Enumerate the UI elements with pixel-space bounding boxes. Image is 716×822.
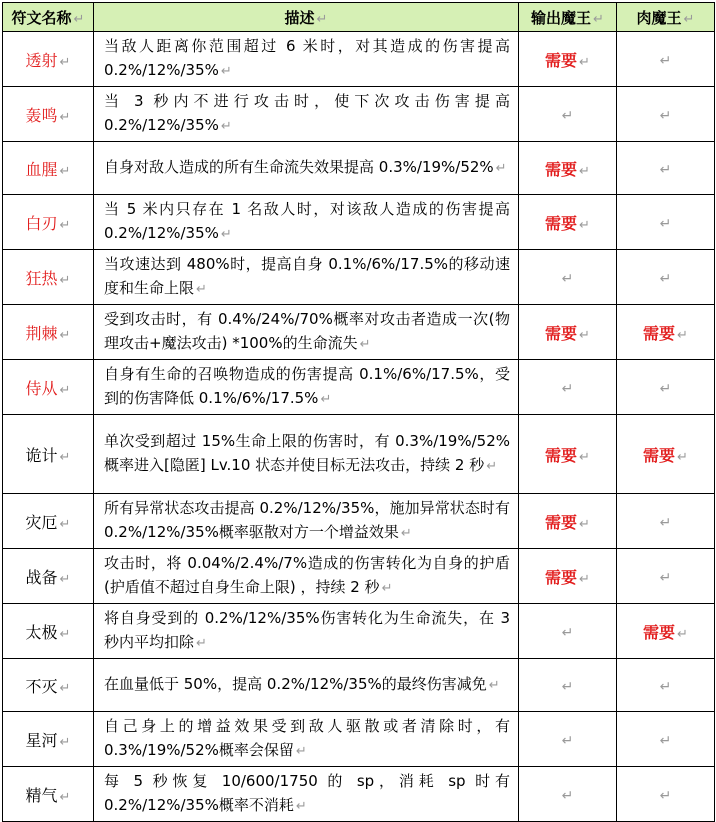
return-mark: ↵ [677, 449, 688, 465]
required-label: 需要 [643, 323, 676, 343]
rune-description: 自己身上的增益效果受到敌人驱散或者清除时，有 0.3%/19%/52%概率会保留 [104, 717, 510, 759]
return-mark: ↵ [59, 449, 71, 465]
return-mark: ↵ [579, 449, 590, 465]
return-mark: ↵ [316, 11, 328, 27]
output-king-cell [519, 360, 617, 415]
return-mark: ↵ [220, 64, 232, 79]
return-mark: ↵ [659, 732, 672, 749]
return-mark: ↵ [59, 626, 71, 642]
return-mark: ↵ [59, 327, 71, 343]
rune-description-cell [94, 360, 519, 415]
header-rune-name: 符文名称 ↵ [3, 3, 94, 32]
meat-king-cell [617, 604, 715, 659]
return-mark: ↵ [561, 107, 574, 124]
rune-name: 星河 [25, 730, 58, 750]
rune-description: 将自身受到的 0.2%/12%/35%伤害转化为生命流失，在 3 秒内平均扣除 [104, 609, 510, 651]
return-mark: ↵ [677, 327, 688, 343]
table-row [3, 87, 715, 142]
rune-description: 当敌人距离你范围超过 6 米时，对其造成的伤害提高 0.2%/12%/35% [104, 37, 510, 79]
return-mark: ↵ [59, 516, 71, 532]
rune-description: 当攻速达到 480%时，提高自身 0.1%/6%/17.5%的移动速度和生命上限 [104, 255, 510, 297]
header-description: 描述 ↵ [94, 3, 519, 32]
table-row [3, 415, 715, 494]
return-mark: ↵ [400, 526, 412, 541]
return-mark: ↵ [659, 569, 672, 586]
return-mark: ↵ [73, 11, 85, 27]
meat-king-cell [617, 250, 715, 305]
table-row [3, 494, 715, 549]
return-mark: ↵ [295, 744, 307, 759]
meat-king-cell [617, 415, 715, 494]
table-row [3, 712, 715, 767]
return-mark: ↵ [593, 11, 604, 27]
rune-name-cell [3, 87, 94, 142]
meat-king-cell [617, 305, 715, 360]
rune-description: 所有异常状态攻击提高 0.2%/12%/35%，施加异常状态时有 0.2%/12%/35%概率驱散对方一个增益效果 [104, 499, 510, 541]
return-mark: ↵ [579, 571, 590, 587]
rune-description: 每 5 秒恢复 10/600/1750 的 sp，消耗 sp 时有 0.2%/12%/35%概率不消耗 [104, 772, 510, 814]
output-king-cell [519, 659, 617, 712]
rune-name: 轰鸣 [25, 105, 58, 125]
return-mark: ↵ [659, 787, 672, 804]
meat-king-cell [617, 360, 715, 415]
rune-name-cell [3, 712, 94, 767]
rune-name-cell [3, 549, 94, 604]
return-mark: ↵ [561, 624, 574, 641]
rune-name-cell [3, 767, 94, 822]
rune-name: 血腥 [25, 159, 58, 179]
return-mark: ↵ [561, 270, 574, 287]
return-mark: ↵ [59, 272, 71, 288]
rune-name: 诡计 [25, 445, 58, 465]
output-king-cell [519, 604, 617, 659]
rune-name: 透射 [25, 50, 58, 70]
rune-description-cell [94, 659, 519, 712]
rune-description-cell [94, 767, 519, 822]
meat-king-cell [617, 767, 715, 822]
required-label: 需要 [545, 567, 578, 587]
return-mark: ↵ [659, 215, 672, 232]
return-mark: ↵ [59, 217, 71, 233]
rune-name-cell [3, 415, 94, 494]
return-mark: ↵ [659, 380, 672, 397]
output-king-cell [519, 142, 617, 195]
return-mark: ↵ [659, 270, 672, 287]
return-mark: ↵ [59, 734, 71, 750]
return-mark: ↵ [561, 380, 574, 397]
rune-name: 侍从 [25, 378, 58, 398]
rune-name-cell [3, 32, 94, 87]
return-mark: ↵ [59, 163, 71, 179]
rune-name-cell [3, 305, 94, 360]
return-mark: ↵ [561, 678, 574, 695]
return-mark: ↵ [220, 119, 232, 134]
rune-name: 狂热 [25, 268, 58, 288]
meat-king-cell [617, 32, 715, 87]
rune-name-cell [3, 142, 94, 195]
required-label: 需要 [545, 213, 578, 233]
rune-name: 白刃 [25, 213, 58, 233]
return-mark: ↵ [320, 392, 332, 407]
return-mark: ↵ [359, 337, 371, 352]
return-mark: ↵ [488, 678, 500, 693]
rune-description: 自身对敌人造成的所有生命流失效果提高 0.3%/19%/52% [104, 158, 494, 176]
table-row [3, 195, 715, 250]
return-mark: ↵ [486, 459, 498, 474]
rune-table [2, 2, 715, 822]
rune-name: 太极 [25, 622, 58, 642]
return-mark: ↵ [579, 327, 590, 343]
return-mark: ↵ [59, 54, 71, 70]
meat-king-cell [617, 195, 715, 250]
return-mark: ↵ [495, 161, 507, 176]
rune-name-cell [3, 250, 94, 305]
return-mark: ↵ [220, 227, 232, 242]
rune-description-cell [94, 87, 519, 142]
meat-king-cell [617, 549, 715, 604]
output-king-cell [519, 767, 617, 822]
return-mark: ↵ [659, 52, 672, 69]
return-mark: ↵ [579, 217, 590, 233]
meat-king-cell [617, 142, 715, 195]
return-mark: ↵ [579, 163, 590, 179]
return-mark: ↵ [381, 581, 393, 596]
table-row [3, 767, 715, 822]
table-row [3, 659, 715, 712]
return-mark: ↵ [196, 282, 207, 297]
required-label: 需要 [643, 622, 676, 642]
return-mark: ↵ [59, 382, 71, 398]
output-king-cell [519, 494, 617, 549]
return-mark: ↵ [677, 626, 688, 642]
return-mark: ↵ [579, 516, 590, 532]
table-row [3, 32, 715, 87]
return-mark: ↵ [561, 787, 574, 804]
rune-name-cell [3, 195, 94, 250]
rune-description: 攻击时，将 0.04%/2.4%/7%造成的伤害转化为自身的护盾(护盾值不超过自身生命上限) ，持续 2 秒 [104, 554, 510, 596]
rune-description-cell [94, 415, 519, 494]
return-mark: ↵ [659, 107, 672, 124]
table-row [3, 549, 715, 604]
header-row [3, 3, 715, 32]
rune-description-cell [94, 604, 519, 659]
output-king-cell [519, 415, 617, 494]
output-king-cell [519, 305, 617, 360]
rune-description-cell [94, 250, 519, 305]
rune-description: 单次受到超过 15%生命上限的伤害时，有 0.3%/19%/52%概率进入[隐匿] Lv.10 状态并使目标无法攻击，持续 2 秒 [104, 432, 510, 474]
required-label: 需要 [643, 445, 676, 465]
meat-king-cell [617, 87, 715, 142]
rune-name: 战备 [25, 567, 58, 587]
return-mark: ↵ [561, 732, 574, 749]
rune-description-cell [94, 32, 519, 87]
rune-name-cell [3, 360, 94, 415]
return-mark: ↵ [59, 109, 71, 125]
rune-description-cell [94, 142, 519, 195]
rune-name-cell [3, 494, 94, 549]
rune-name: 精气 [25, 785, 58, 805]
required-label: 需要 [545, 50, 578, 70]
required-label: 需要 [545, 159, 578, 179]
rune-description: 当 5 米内只存在 1 名敌人时，对该敌人造成的伤害提高 0.2%/12%/35% [104, 200, 510, 242]
rune-description-cell [94, 195, 519, 250]
rune-description-cell [94, 712, 519, 767]
header-meat-king: 肉魔王 ↵ [617, 3, 715, 32]
header-output-king: 输出魔王 ↵ [519, 3, 617, 32]
return-mark: ↵ [59, 789, 71, 805]
return-mark: ↵ [59, 680, 71, 696]
output-king-cell [519, 250, 617, 305]
rune-description-cell [94, 549, 519, 604]
rune-description: 在血量低于 50%，提高 0.2%/12%/35%的最终伤害减免 [104, 675, 487, 693]
output-king-cell [519, 712, 617, 767]
return-mark: ↵ [659, 678, 672, 695]
return-mark: ↵ [579, 54, 590, 70]
return-mark: ↵ [59, 571, 71, 587]
meat-king-cell [617, 659, 715, 712]
rune-name: 灾厄 [25, 512, 58, 532]
rune-name: 不灭 [25, 676, 58, 696]
return-mark: ↵ [659, 161, 672, 178]
rune-description: 自身有生命的召唤物造成的伤害提高 0.1%/6%/17.5%，受到的伤害降低 0.1%/6%/17.5% [104, 365, 510, 407]
rune-description-cell [94, 305, 519, 360]
table-row [3, 360, 715, 415]
rune-name-cell [3, 659, 94, 712]
return-mark: ↵ [659, 514, 672, 531]
output-king-cell [519, 195, 617, 250]
table-row [3, 305, 715, 360]
rune-name: 荆棘 [25, 323, 58, 343]
rune-description: 当 3 秒内不进行攻击时，使下次攻击伤害提高 0.2%/12%/35% [104, 92, 510, 134]
return-mark: ↵ [196, 636, 207, 651]
meat-king-cell [617, 712, 715, 767]
table-row [3, 604, 715, 659]
rune-name-cell [3, 604, 94, 659]
table-row [3, 142, 715, 195]
output-king-cell [519, 549, 617, 604]
return-mark: ↵ [295, 799, 307, 814]
rune-description-cell [94, 494, 519, 549]
required-label: 需要 [545, 445, 578, 465]
output-king-cell [519, 87, 617, 142]
required-label: 需要 [545, 323, 578, 343]
rune-description: 受到攻击时，有 0.4%/24%/70%概率对攻击者造成一次(物理攻击+魔法攻击) *100%的生命流失 [104, 310, 510, 352]
output-king-cell [519, 32, 617, 87]
required-label: 需要 [545, 512, 578, 532]
meat-king-cell [617, 494, 715, 549]
table-row [3, 250, 715, 305]
return-mark: ↵ [683, 11, 695, 27]
